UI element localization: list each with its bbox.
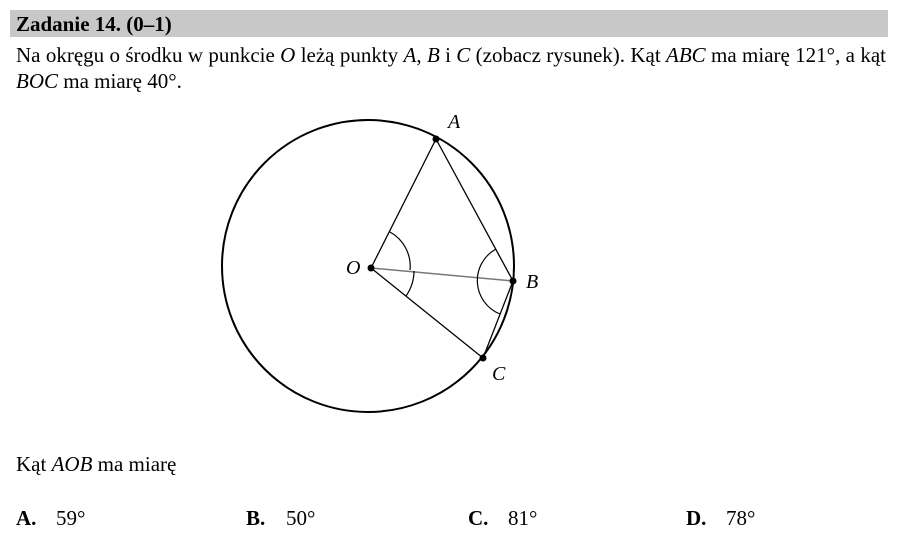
segment-ab — [436, 139, 513, 281]
angle-abc-ref: ABC — [666, 43, 706, 67]
point-c-ref: C — [456, 43, 471, 67]
point-a — [433, 136, 440, 143]
statement-text-6: ma miarę 40°. — [63, 69, 182, 93]
answer-letter: C. — [468, 506, 489, 530]
answer-c[interactable] — [468, 506, 537, 530]
point-o-ref: O — [280, 43, 296, 67]
answer-letter: B. — [246, 506, 266, 530]
task-title: Zadanie 14. (0–1) — [16, 12, 172, 36]
label-o: O — [346, 257, 361, 279]
answer-value: 50° — [286, 506, 316, 530]
statement-text-4: (zobacz rysunek). Kąt — [475, 43, 661, 67]
answer-value: 78° — [726, 506, 756, 530]
statement-text-3: i — [445, 43, 451, 67]
answer-d[interactable] — [686, 506, 755, 530]
answer-letter: A. — [16, 506, 37, 530]
point-b-ref: B — [426, 43, 440, 67]
statement-text-1: Na okręgu o środku w punkcie — [16, 43, 275, 67]
question-angle: AOB — [51, 452, 93, 476]
point-a-ref: A — [403, 43, 417, 67]
label-c: C — [492, 363, 506, 385]
segment-ob — [371, 268, 513, 281]
question-suffix: ma miarę — [97, 452, 177, 476]
answer-value: 81° — [508, 506, 538, 530]
statement-text-5: ma miarę 121°, a kąt — [711, 43, 886, 67]
angle-boc-arc — [406, 271, 414, 296]
angle-aob-arc — [390, 232, 410, 270]
answer-b[interactable] — [246, 506, 315, 530]
segment-oc — [371, 268, 483, 358]
answer-value: 59° — [56, 506, 86, 530]
segment-bc — [483, 281, 513, 358]
angle-abc-arc — [477, 249, 500, 314]
statement-comma: , — [416, 43, 422, 67]
statement-text-2: leżą punkty — [300, 43, 399, 67]
point-b — [510, 278, 517, 285]
answer-letter: D. — [686, 506, 707, 530]
point-o — [368, 265, 375, 272]
circle — [222, 120, 514, 412]
question — [16, 452, 176, 476]
answer-a[interactable] — [16, 506, 85, 530]
angle-boc-ref: BOC — [16, 69, 58, 93]
point-c — [480, 355, 487, 362]
question-prefix: Kąt — [16, 452, 47, 476]
label-b: B — [526, 271, 539, 293]
label-a: A — [448, 111, 461, 133]
segment-oa — [371, 139, 436, 268]
